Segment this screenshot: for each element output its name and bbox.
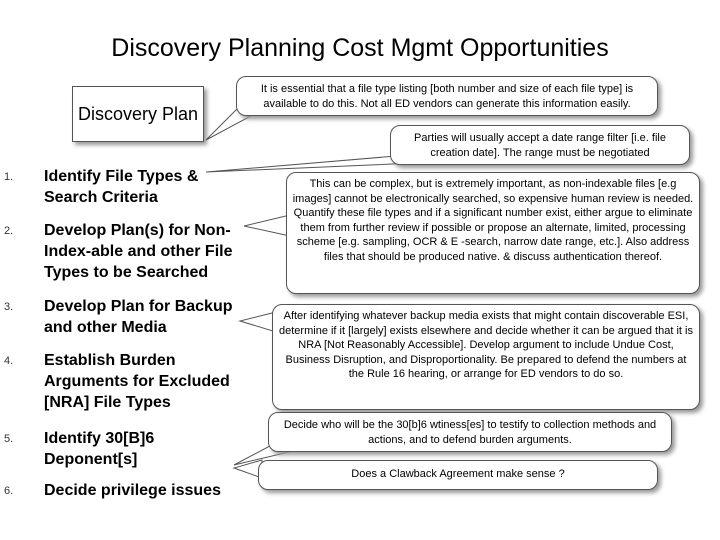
slide-title: Discovery Planning Cost Mgmt Opportunities bbox=[111, 34, 609, 62]
callout-date-range-text: Parties will usually accept a date range filter [i.e. file creation date]. The range must be negotiated bbox=[414, 132, 666, 159]
callout-backup-media bbox=[272, 304, 700, 410]
list-item-text: Develop Plan(s) for Non-Index-able and other File Types to be Searched bbox=[44, 222, 233, 281]
list-item-number: 1. bbox=[4, 171, 14, 183]
callout-deponent-text: Decide who will be the 30[b]6 wtiness[es] to testify to collection methods and actions, and to defend burden arguments. bbox=[283, 419, 657, 446]
list-item-text: Develop Plan for Backup and other Media bbox=[44, 298, 233, 336]
callout-backup-media-text: After identifying whatever backup media exists that might contain discoverable ESI, determine if it [largely] exists elsewhere and decide whether it can be argued that it is NRA [Not Reasonably Accessible]. Develop argument to include Undue Cost, Business Disruption, and Disproportionality. Be prepared to defend the numbers at the Rule 16 hearing, or arrange for ED vendors to do so. bbox=[279, 310, 693, 380]
callout-clawback-text: Does a Clawback Agreement make sense ? bbox=[351, 468, 565, 480]
list-item-number: 4. bbox=[4, 355, 14, 367]
callout-non-indexable-text: This can be complex, but is extremely important, as non-indexable files [e.g images] cannot be electronically searched, so expensive human review is needed. Quantify these file types and if a significant number exist, either argue to eliminate them from further review if possible or propose an alternate, limited, processing scheme [e.g. sampling, OCR & E -search, narrow date range, etc.]. Also address files that should be produced native. & discuss authentication thereof. bbox=[292, 178, 694, 263]
list-item-text: Establish Burden Arguments for Excluded [NRA] File Types bbox=[44, 352, 230, 411]
list-item-number: 3. bbox=[4, 301, 14, 313]
callout-non-indexable bbox=[286, 172, 700, 294]
list-item-number: 6. bbox=[4, 485, 14, 497]
list-item-text: Identify File Types & Search Criteria bbox=[44, 168, 199, 206]
list-item-text: Decide privilege issues bbox=[44, 482, 221, 499]
list-item-text: Identify 30[B]6 Deponent[s] bbox=[44, 430, 155, 468]
callout-file-type-listing-text: It is essential that a file type listing [both number and size of each file type] is available to do this. Not all ED vendors can generate this information easily. bbox=[260, 83, 634, 110]
callout-deponent bbox=[268, 412, 672, 452]
list-item-number: 5. bbox=[4, 433, 14, 445]
discovery-plan-box: Discovery Plan bbox=[72, 86, 204, 142]
callout-date-range bbox=[390, 125, 690, 165]
list-item-number: 2. bbox=[4, 225, 14, 237]
pointer-non-indexable bbox=[244, 215, 290, 236]
callout-clawback bbox=[258, 460, 658, 490]
callout-file-type-listing bbox=[236, 76, 658, 116]
